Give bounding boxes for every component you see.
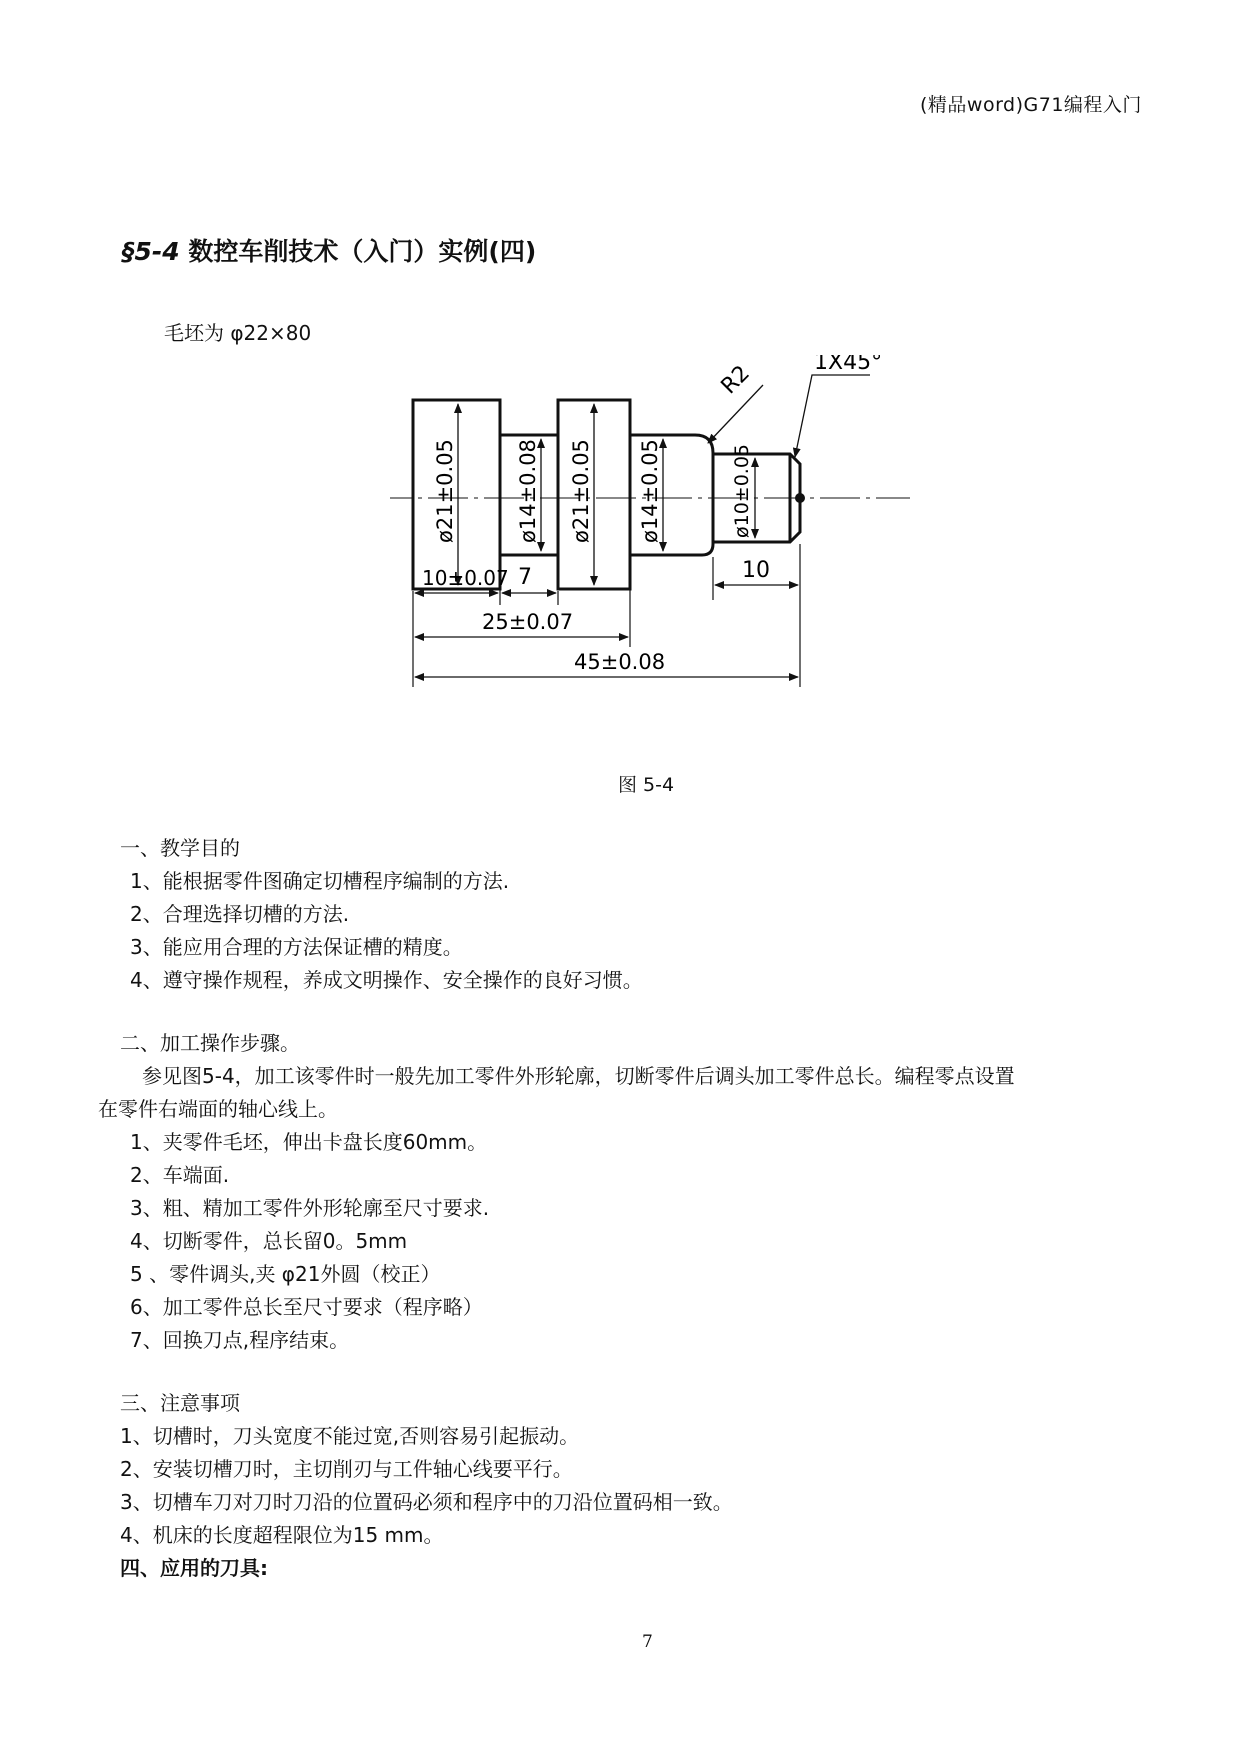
section2-item: 1、夹零件毛坯，伸出卡盘长度60mm。 xyxy=(130,1130,488,1154)
section-number: §5-4 xyxy=(122,237,180,266)
section2-paragraph-line1: 参见图5-4，加工该零件时一般先加工零件外形轮廓，切断零件后调头加工零件总长。编程零点设置 xyxy=(142,1064,1015,1088)
section1-item: 3、能应用合理的方法保证槽的精度。 xyxy=(130,935,463,959)
title-text: 数控车削技术（入门）实例(四) xyxy=(188,237,537,266)
dim-len25: 25±0.07 xyxy=(482,610,574,634)
dim-chamfer: 1X45° xyxy=(814,355,883,375)
section3-item: 2、安装切槽刀时，主切削刃与工件轴心线要平行。 xyxy=(120,1457,573,1481)
section3-item: 3、切槽车刀对刀时刀沿的位置码必须和程序中的刀沿位置码相一致。 xyxy=(120,1490,733,1514)
section2-item: 5 、零件调头,夹 φ21外圆（校正） xyxy=(130,1262,441,1286)
section1-item: 4、遵守操作规程，养成文明操作、安全操作的良好习惯。 xyxy=(130,968,643,992)
section2-paragraph-line2: 在零件右端面的轴心线上。 xyxy=(98,1097,338,1121)
dim-len10b: 10 xyxy=(742,558,770,583)
section2-item: 7、回换刀点,程序结束。 xyxy=(130,1328,350,1352)
blank-material: 毛坯为 φ22×80 xyxy=(164,321,312,345)
section2-item: 3、粗、精加工零件外形轮廓至尺寸要求. xyxy=(130,1196,490,1220)
dim-d2: ø14±0.08 xyxy=(516,439,540,543)
center-point xyxy=(795,493,805,503)
section2-item: 4、切断零件，总长留0。5mm xyxy=(130,1229,408,1253)
section3-item: 1、切槽时，刀头宽度不能过宽,否则容易引起振动。 xyxy=(120,1424,580,1448)
page-title xyxy=(122,232,536,268)
dim-d4: ø14±0.05 xyxy=(638,439,662,543)
section2-item: 2、车端面. xyxy=(130,1163,230,1187)
section2-item: 6、加工零件总长至尺寸要求（程序略） xyxy=(130,1295,483,1319)
part-drawing xyxy=(390,355,930,765)
section3-heading: 三、注意事项 xyxy=(120,1391,240,1415)
chamfer-leader xyxy=(795,375,870,457)
section4-heading: 四、应用的刀具: xyxy=(120,1556,268,1580)
dim-d3: ø21±0.05 xyxy=(569,439,593,543)
figure-5-4 xyxy=(390,355,930,769)
dim-r2: R2 xyxy=(716,360,755,400)
dim-len45: 45±0.08 xyxy=(574,650,666,674)
section1-heading: 一、教学目的 xyxy=(120,836,240,860)
dim-len10: 10±0.07 xyxy=(422,566,509,590)
dim-d1: ø21±0.05 xyxy=(433,439,457,543)
page-number: 7 xyxy=(642,1632,653,1652)
figure-caption: 图 5-4 xyxy=(618,774,675,796)
page-header: (精品word)G71编程入门 xyxy=(920,94,1142,116)
section3-item: 4、机床的长度超程限位为15 mm。 xyxy=(120,1523,444,1547)
section1-item: 1、能根据零件图确定切槽程序编制的方法. xyxy=(130,869,510,893)
dim-d5: ø10±0.05 xyxy=(731,443,753,538)
dim-len7: 7 xyxy=(518,565,532,590)
section2-heading: 二、加工操作步骤。 xyxy=(120,1031,300,1055)
section1-item: 2、合理选择切槽的方法. xyxy=(130,902,350,926)
